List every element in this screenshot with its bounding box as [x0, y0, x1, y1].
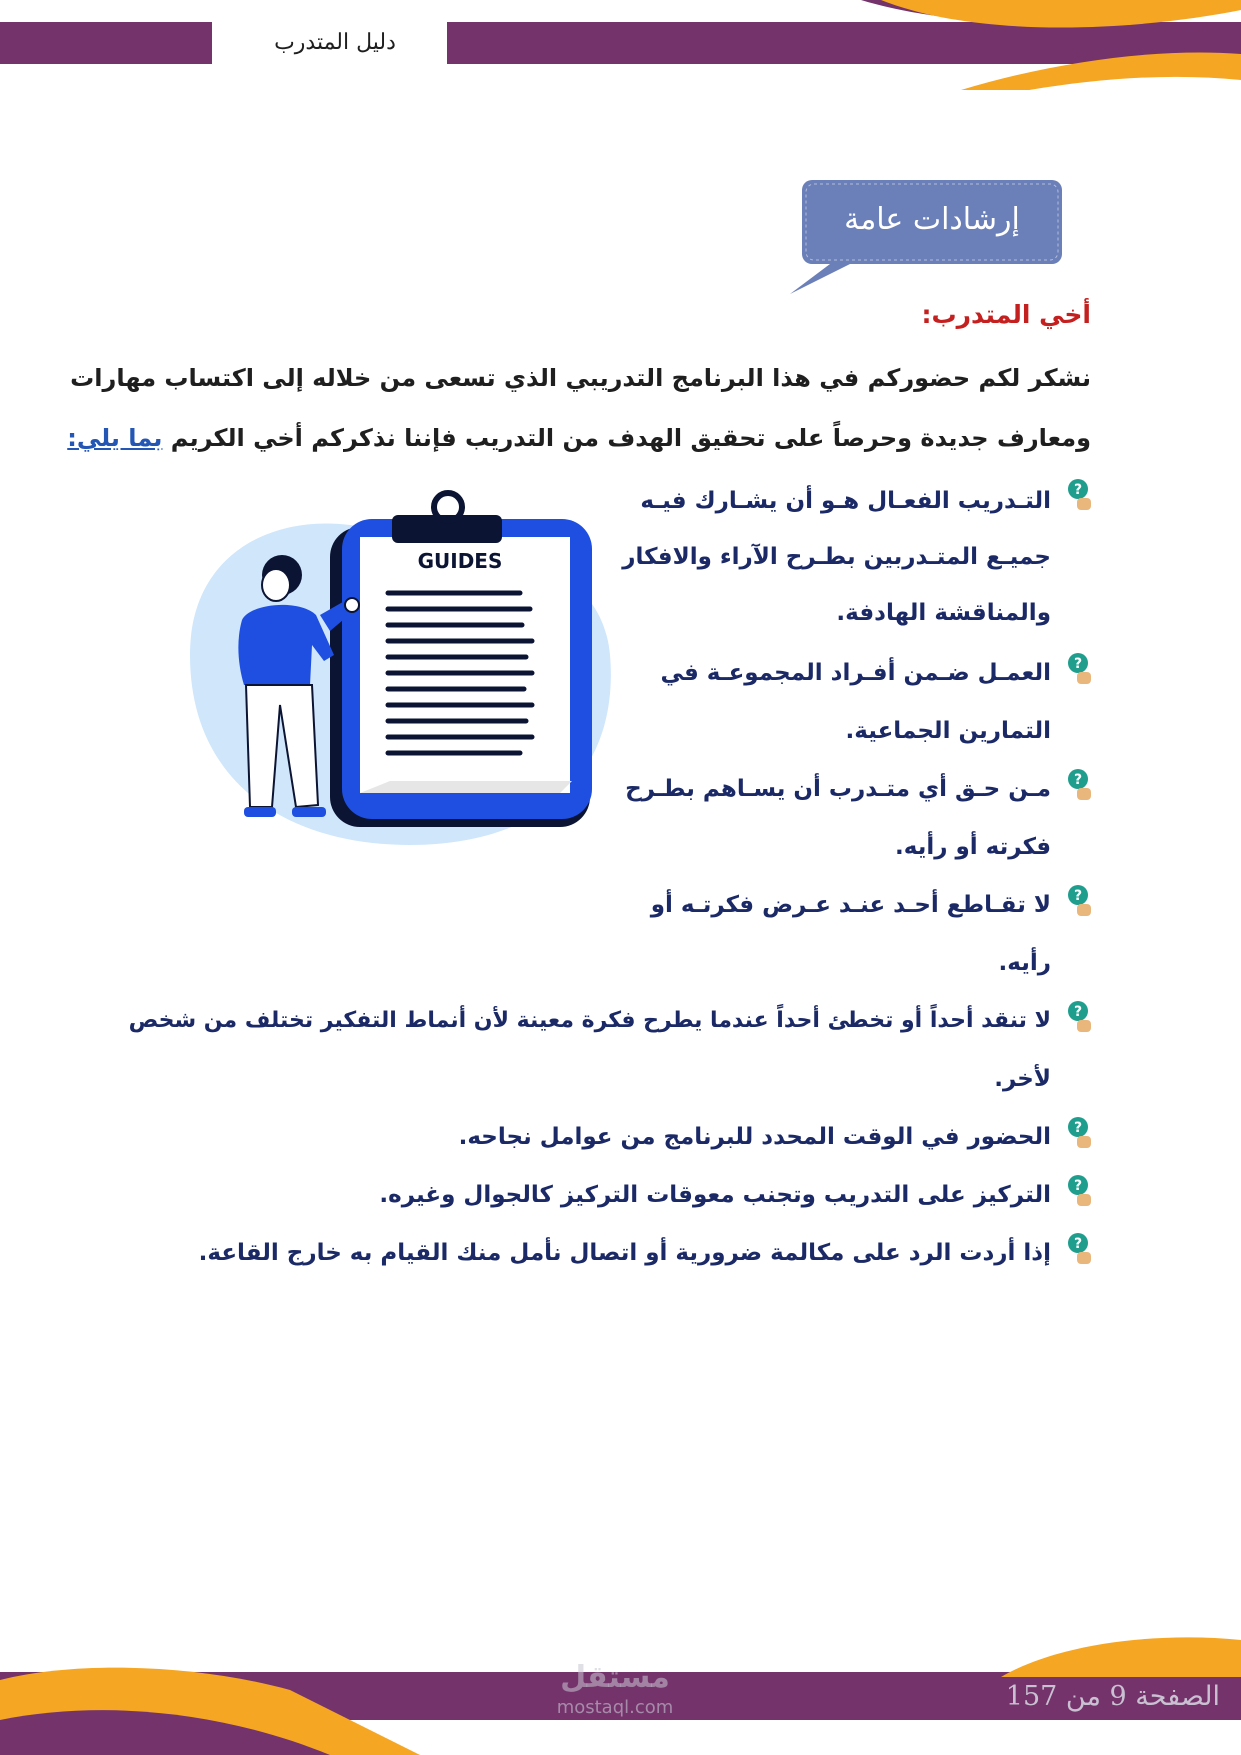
orange-swoosh-icon [0, 1640, 450, 1755]
guideline-item: لا تنقد أحداً أو تخطئ أحداً عندما يطرح فكرة معينة لأن أنماط التفكير تختلف من شخص [128, 1008, 1051, 1033]
question-hand-icon [1065, 884, 1093, 918]
section-title: إرشادات عامة [844, 202, 1020, 237]
intro-link[interactable]: بما يلي: [67, 424, 163, 452]
question-hand-icon [1065, 652, 1093, 686]
watermark-logo: مستقل [560, 1660, 670, 1695]
svg-text:?: ? [1073, 1236, 1083, 1252]
question-hand-icon [1065, 768, 1093, 802]
guideline-item: التمارين الجماعية. [845, 718, 1051, 744]
intro-paragraph-line-2 [67, 424, 1091, 452]
svg-text:?: ? [1073, 1178, 1083, 1194]
guideline-item: التركيز على التدريب وتجنب معوقات التركيز كالجوال وغيره. [379, 1182, 1051, 1208]
question-hand-icon [1065, 1116, 1093, 1150]
guideline-item: التـدريب الفعـال هـو أن يشـارك فيـه [640, 488, 1051, 514]
guideline-item: مـن حـق أي متـدرب أن يسـاهم بطـرح [625, 776, 1051, 802]
page-number: الصفحة 9 من 157 [1005, 1681, 1220, 1712]
guideline-item: رأيه. [998, 950, 1051, 976]
svg-text:?: ? [1073, 772, 1083, 788]
guideline-item: العمـل ضـمن أفـراد المجموعـة في [660, 660, 1051, 686]
question-hand-icon [1065, 478, 1093, 512]
guideline-item: الحضور في الوقت المحدد للبرنامج من عوامل نجاحه. [458, 1124, 1051, 1150]
watermark-url: mostaql.com [556, 1697, 674, 1718]
svg-text:?: ? [1073, 888, 1083, 904]
svg-text:?: ? [1073, 482, 1083, 498]
intro-paragraph-line-1: نشكر لكم حضوركم في هذا البرنامج التدريبي الذي تسعى من خلاله إلى اكتساب مهارات [70, 364, 1091, 392]
guideline-item: لأخر. [994, 1066, 1051, 1092]
guideline-item: لا تقـاطع أحـد عنـد عـرض فكرتـه أو [650, 892, 1051, 918]
guides-clipboard-illustration [180, 485, 620, 855]
document-title: دليل المتدرب [274, 30, 396, 55]
svg-text:?: ? [1073, 1120, 1083, 1136]
question-hand-icon [1065, 1232, 1093, 1266]
header-band-left [0, 22, 212, 64]
orange-swoosh-icon [841, 0, 1241, 90]
salutation-heading: أخي المتدرب: [921, 300, 1091, 329]
guideline-item: والمناقشة الهادفة. [836, 600, 1051, 626]
guideline-item: إذا أردت الرد على مكالمة ضرورية أو اتصال نأمل منك القيام به خارج القاعة. [198, 1240, 1051, 1266]
question-hand-icon [1065, 1000, 1093, 1034]
intro-line-2-text: ومعارف جديدة وحرصاً على تحقيق الهدف من التدريب فإننا نذكركم أخي الكريم [170, 424, 1091, 452]
guideline-item: فكرته أو رأيه. [895, 834, 1051, 860]
svg-text:?: ? [1073, 656, 1083, 672]
clipboard-label: GUIDES [417, 549, 503, 573]
orange-swoosh-icon [941, 1612, 1241, 1677]
svg-text:?: ? [1073, 1004, 1083, 1020]
guideline-item: جميـع المتـدربين بطـرح الآراء والافكار [622, 544, 1051, 570]
question-hand-icon [1065, 1174, 1093, 1208]
